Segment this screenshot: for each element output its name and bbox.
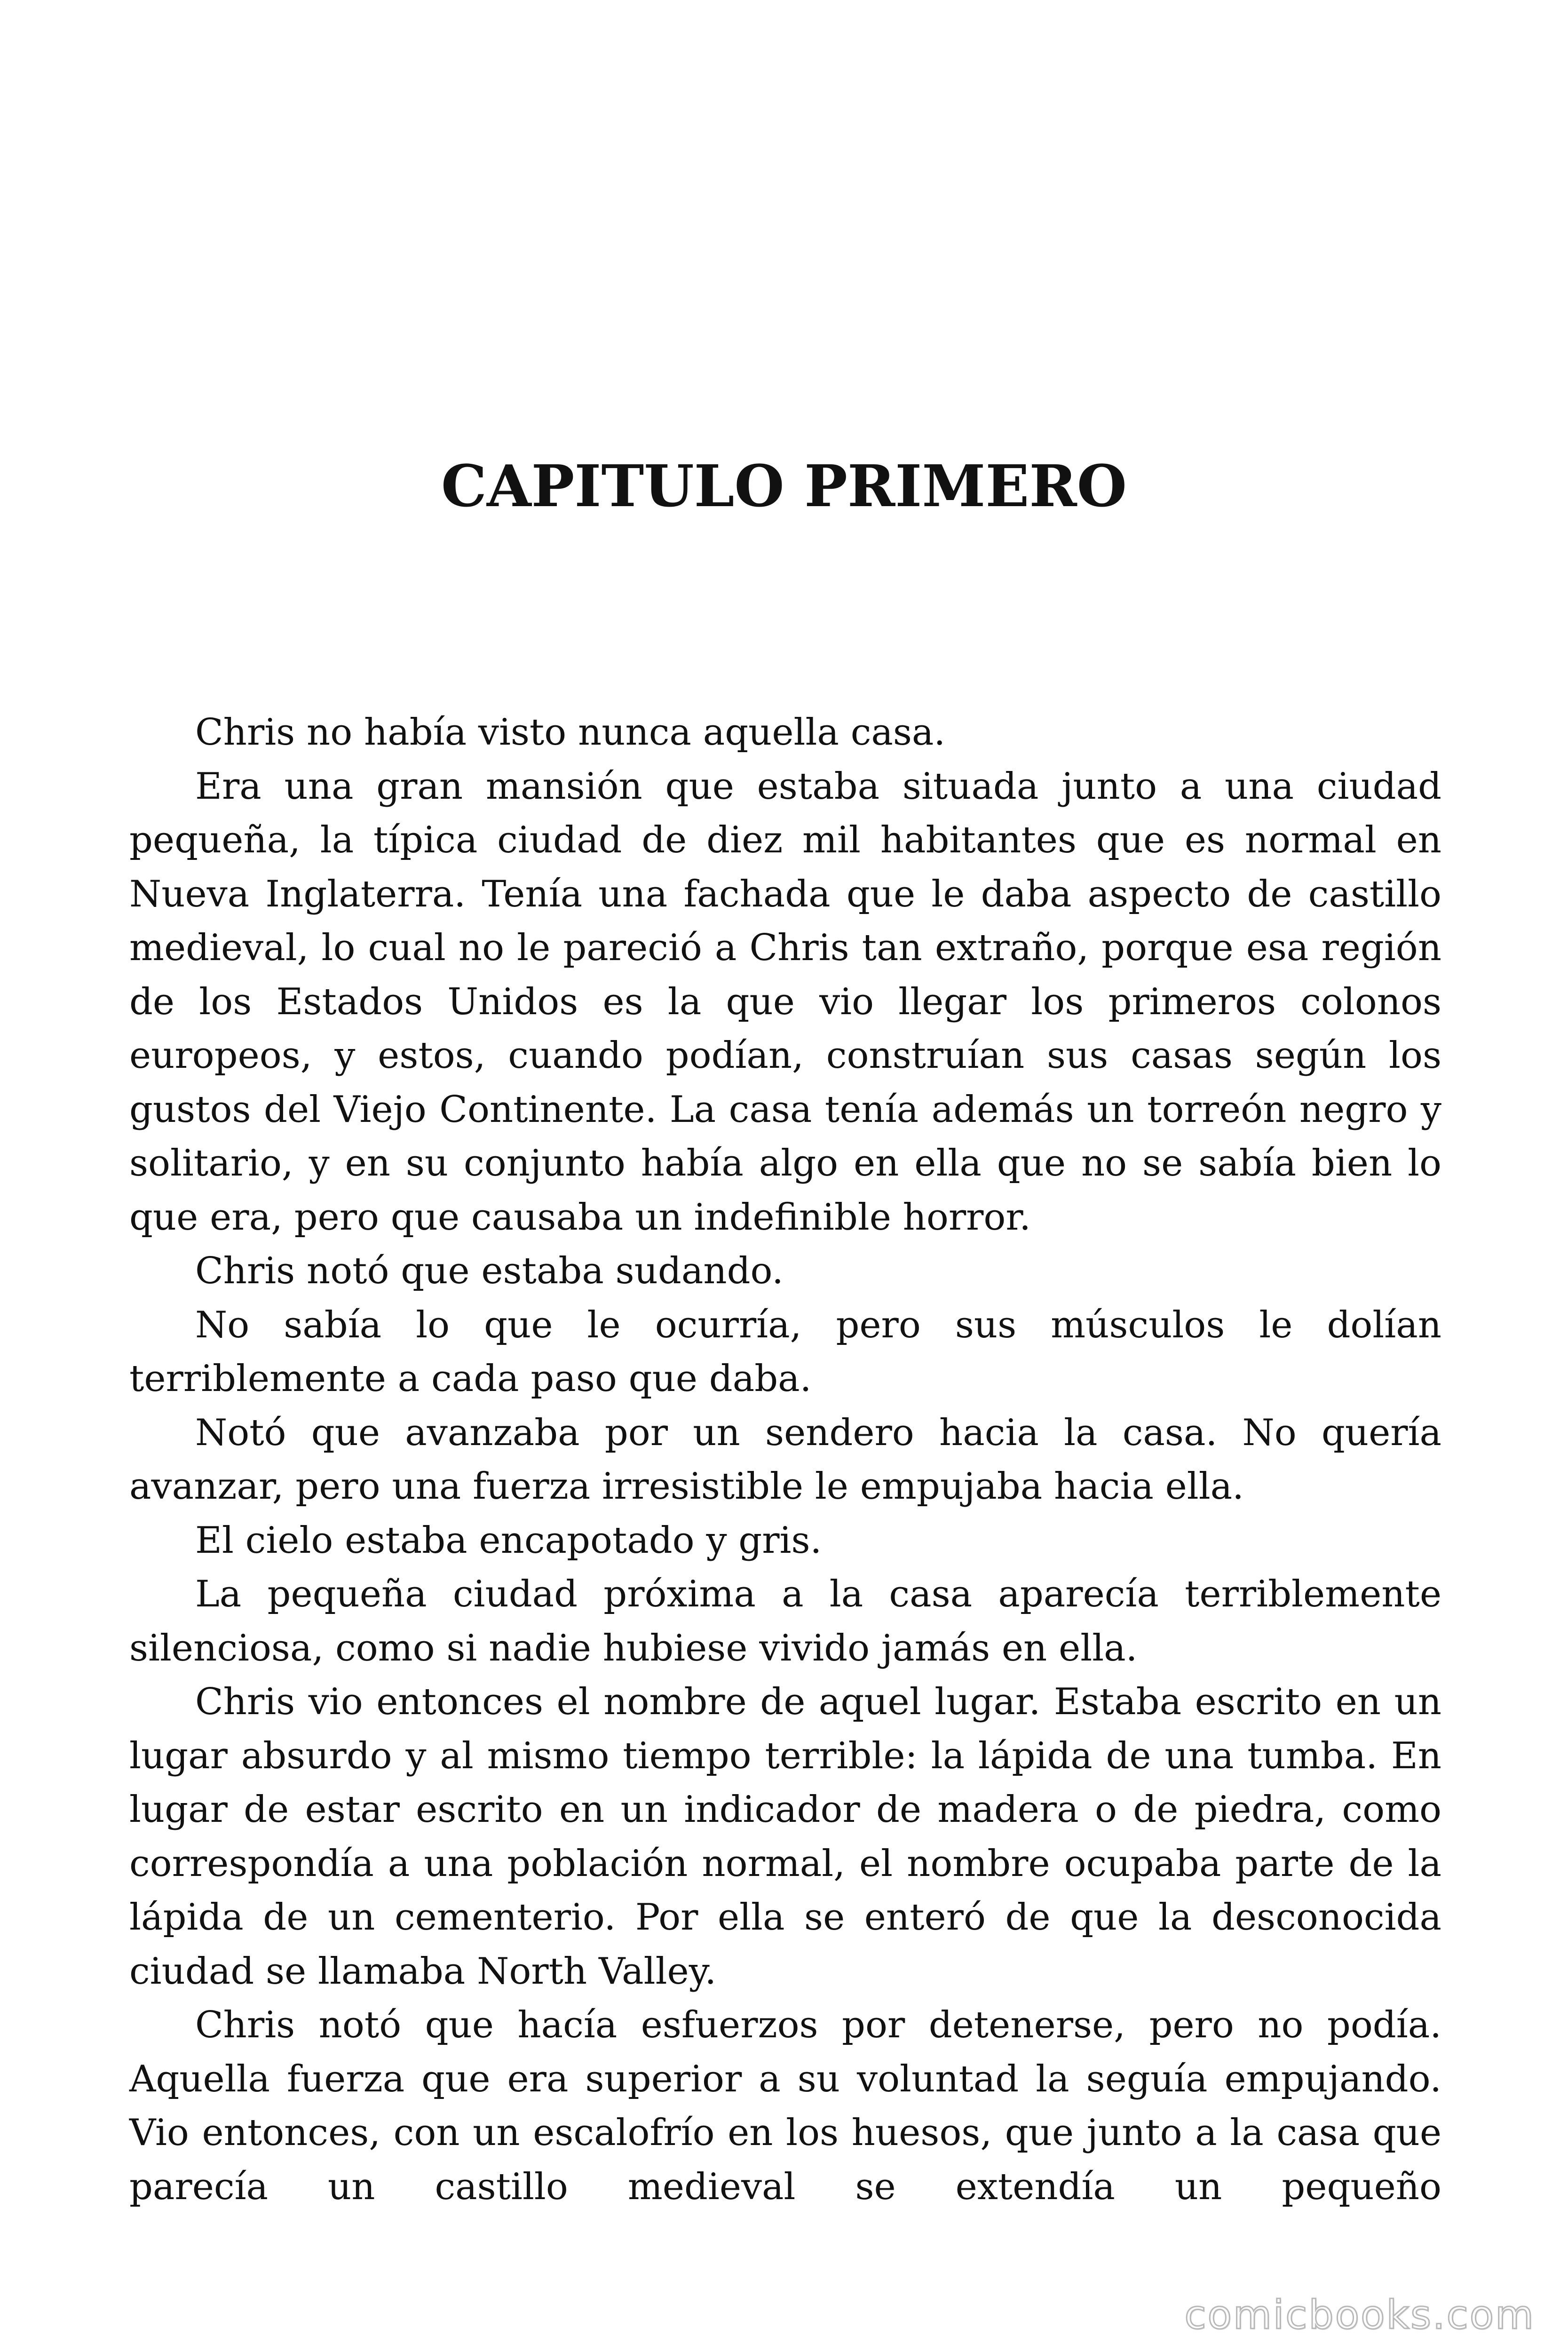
paragraph: Chris no había visto nunca aquella casa. xyxy=(195,711,946,754)
paragraph: Notó que avanzaba por un sendero hacia la casa. No quería avanzar, pero una fuerza irresistible le empujaba hacia ella. xyxy=(129,1411,1441,1508)
paragraph: Chris vio entonces el nombre de aquel lugar. Estaba escrito en un lugar absurdo y al mismo tiempo terrible: la lápida de una tumba. En lugar de estar escrito en un indicador de madera o de piedra, como correspondía a una población normal, el nombre ocupaba parte de la lápida de un cementerio. Por ella se enteró de que la desconocida ciudad se llamaba North Valley. xyxy=(129,1681,1441,1993)
paragraph: El cielo estaba encapotado y gris. xyxy=(195,1519,822,1562)
paragraph: Era una gran mansión que estaba situada junto a una ciudad pequeña, la típica ciudad de diez mil habitantes que es normal en Nueva Inglaterra. Tenía una fachada que le daba aspecto de castillo medieval, lo cual no le pareció a Chris tan extraño, porque esa región de los Estados Unidos es la que vio llegar los primeros colonos europeos, y estos, cuando podían, construían sus casas según los gustos del Viejo Continente. La casa tenía además un torreón negro y solitario, y en su conjunto había algo en ella que no se sabía bien lo que era, pero que causaba un indefinible horror. xyxy=(129,765,1441,1239)
paragraph: Chris notó que estaba sudando. xyxy=(195,1250,784,1292)
paragraph: La pequeña ciudad próxima a la casa aparecía terriblemente silenciosa, como si nadie hubiese vivido jamás en ella. xyxy=(129,1573,1441,1669)
watermark-logo: comicbooks.com xyxy=(1184,2292,1535,2338)
paragraph-continued: Chris notó que hacía esfuerzos por detenerse, pero no podía. Aquella fuerza que era superior a su voluntad la seguía empujando. Vio entonces, con un escalofrío en los huesos, que junto a la casa que parecía un castillo medieval se extendía un pequeño xyxy=(129,2004,1441,2208)
chapter-title: CAPITULO PRIMERO xyxy=(441,452,1127,520)
body-text xyxy=(129,706,1441,2214)
paragraph: No sabía lo que le ocurría, pero sus músculos le dolían terriblemente a cada paso que daba. xyxy=(129,1303,1441,1400)
